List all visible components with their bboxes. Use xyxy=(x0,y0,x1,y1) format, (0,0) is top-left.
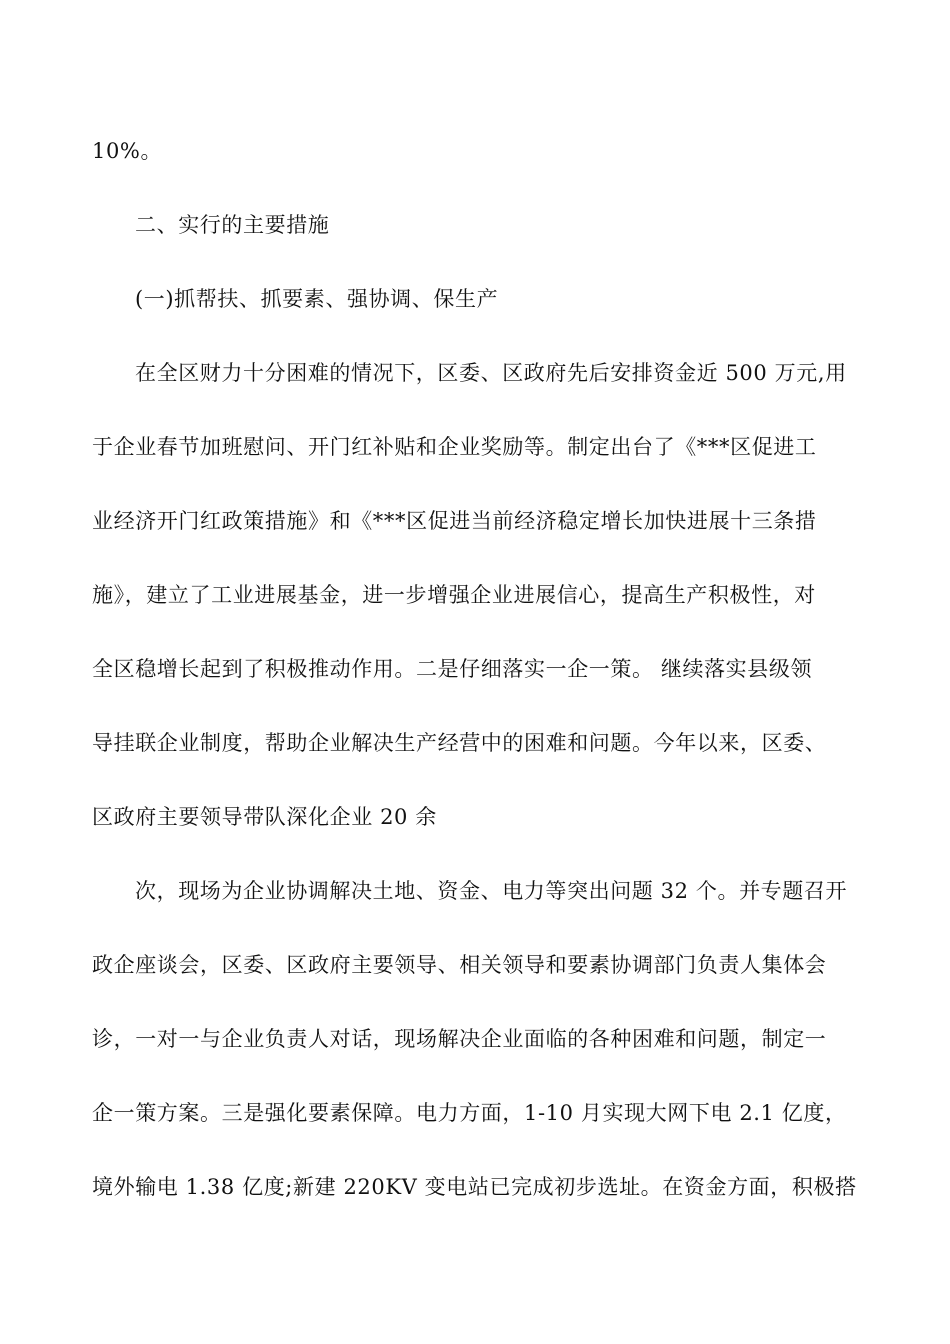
paragraph2-line-2: 政企座谈会，区委、区政府主要领导、相关领导和要素协调部门负责人集体会 xyxy=(92,953,827,977)
paragraph2-line-1: 次，现场为企业协调解决土地、资金、电力等突出问题 32 个。并专题召开 xyxy=(135,879,848,903)
paragraph-line-6: 导挂联企业制度，帮助企业解决生产经营中的困难和问题。今年以来，区委、 xyxy=(92,731,827,755)
paragraph-line-7: 区政府主要领导带队深化企业 20 余 xyxy=(92,805,437,829)
paragraph-line-5: 全区稳增长起到了积极推动作用。二是仔细落实一企一策。 继续落实县级领 xyxy=(92,657,813,681)
paragraph-line-1: 在全区财力十分困难的情况下，区委、区政府先后安排资金近 500 万元,用 xyxy=(135,361,847,385)
paragraph2-line-4: 企一策方案。三是强化要素保障。电力方面，1-10 月实现大网下电 2.1 亿度， xyxy=(92,1101,847,1125)
paragraph-line-4: 施》，建立了工业进展基金，进一步增强企业进展信心，提高生产积极性，对 xyxy=(92,583,816,607)
subsection-heading: (一)抓帮扶、抓要素、强协调、保生产 xyxy=(135,287,499,311)
text-line-1: 10%。 xyxy=(92,139,163,163)
paragraph2-line-5: 境外输电 1.38 亿度;新建 220KV 变电站已完成初步选址。在资金方面，积极搭 xyxy=(92,1175,857,1199)
paragraph-line-3: 业经济开门红政策措施》和《***区促进当前经济稳定增长加快进展十三条措 xyxy=(92,509,817,533)
paragraph-line-2: 于企业春节加班慰问、开门红补贴和企业奖励等。制定出台了《***区促进工 xyxy=(92,435,817,459)
section-heading: 二、实行的主要措施 xyxy=(135,213,330,237)
paragraph2-line-3: 诊，一对一与企业负责人对话，现场解决企业面临的各种困难和问题，制定一 xyxy=(92,1027,827,1051)
